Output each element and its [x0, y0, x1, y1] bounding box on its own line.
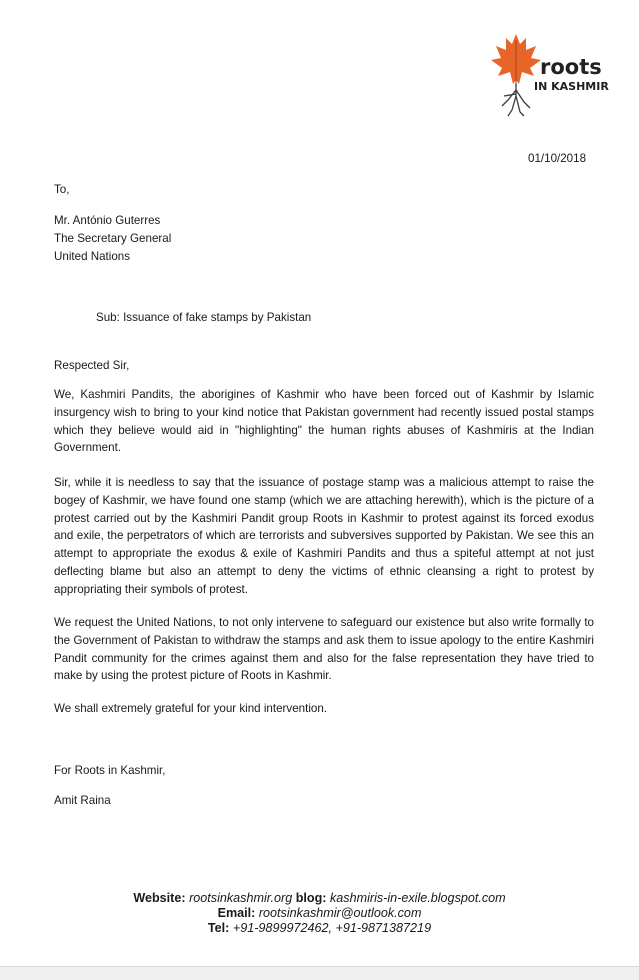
- letter-date: 01/10/2018: [528, 152, 587, 165]
- tree-roots-icon: [502, 84, 530, 116]
- body-paragraph-4: We shall extremely grateful for your kind intervention.: [54, 702, 328, 715]
- website-label: Website:: [133, 891, 186, 905]
- website-link[interactable]: rootsinkashmir.org: [189, 891, 293, 905]
- footer-web-line: [0, 891, 639, 906]
- letter-greeting: Respected Sir,: [54, 359, 130, 372]
- body-paragraph-3: We request the United Nations, to not only intervene to safeguard our existence but also write formally to the Government of Pakistan to withdraw the stamps and ask them to issue apology to the entire Kashmiri Pandit community for the crimes against them and also for the false representation they have tried to make by using the protest picture of Roots in Kashmir.: [54, 616, 594, 683]
- email-link[interactable]: rootsinkashmir@outlook.com: [258, 906, 422, 920]
- logo-in-kashmir-text: IN KASHMIR: [534, 80, 609, 93]
- blog-link[interactable]: kashmiris-in-exile.blogspot.com: [329, 891, 506, 905]
- letter-subject: Sub: Issuance of fake stamps by Pakistan: [96, 311, 312, 324]
- maple-leaf-icon: [491, 34, 541, 86]
- roots-in-kashmir-logo: [486, 30, 626, 118]
- footer-tel-line: [0, 921, 639, 936]
- email-label: Email:: [217, 906, 256, 920]
- signatory-name: Amit Raina: [54, 794, 111, 807]
- page-bottom-edge: [0, 966, 639, 980]
- letter-closing: For Roots in Kashmir,: [54, 764, 166, 777]
- logo-roots-text: roots: [540, 55, 602, 79]
- footer-email-line: [0, 906, 639, 921]
- salutation-to: To,: [54, 183, 70, 196]
- recipient-title: The Secretary General: [54, 232, 172, 245]
- blog-label: blog:: [295, 891, 327, 905]
- tel-numbers: +91-9899972462, +91-9871387219: [232, 921, 432, 935]
- body-paragraph-2: Sir, while it is needless to say that the issuance of postage stamp was a malicious attempt to raise the bogey of Kashmir, we have found one stamp (which we are attaching herewith), which is the picture of a protest carried out by the Kashmiri Pandit group Roots in Kashmir to protest against its forced exodus and exile, the perpetrators of which are terrorists and subversives supported by Pakistan. We see this an attempt to appropriate the exodus & exile of Kashmiri Pandits and thus a spiteful attempt at not just deflecting blame but also an attempt to deny the victims of ethnic cleansing a right to protest by appropriating their symbols of protest.: [54, 476, 594, 596]
- body-paragraph-1: We, Kashmiri Pandits, the aborigines of Kashmir who have been forced out of Kashmir by Islamic insurgency wish to bring to your kind notice that Pakistan government had recently issued postal stamps which they believe would aid in "highlighting" the human rights abuses of Kashmiris at the Indian Government.: [54, 388, 594, 455]
- recipient-name: Mr. António Guterres: [54, 214, 161, 227]
- tel-label: Tel:: [207, 921, 230, 935]
- recipient-org: United Nations: [54, 250, 131, 263]
